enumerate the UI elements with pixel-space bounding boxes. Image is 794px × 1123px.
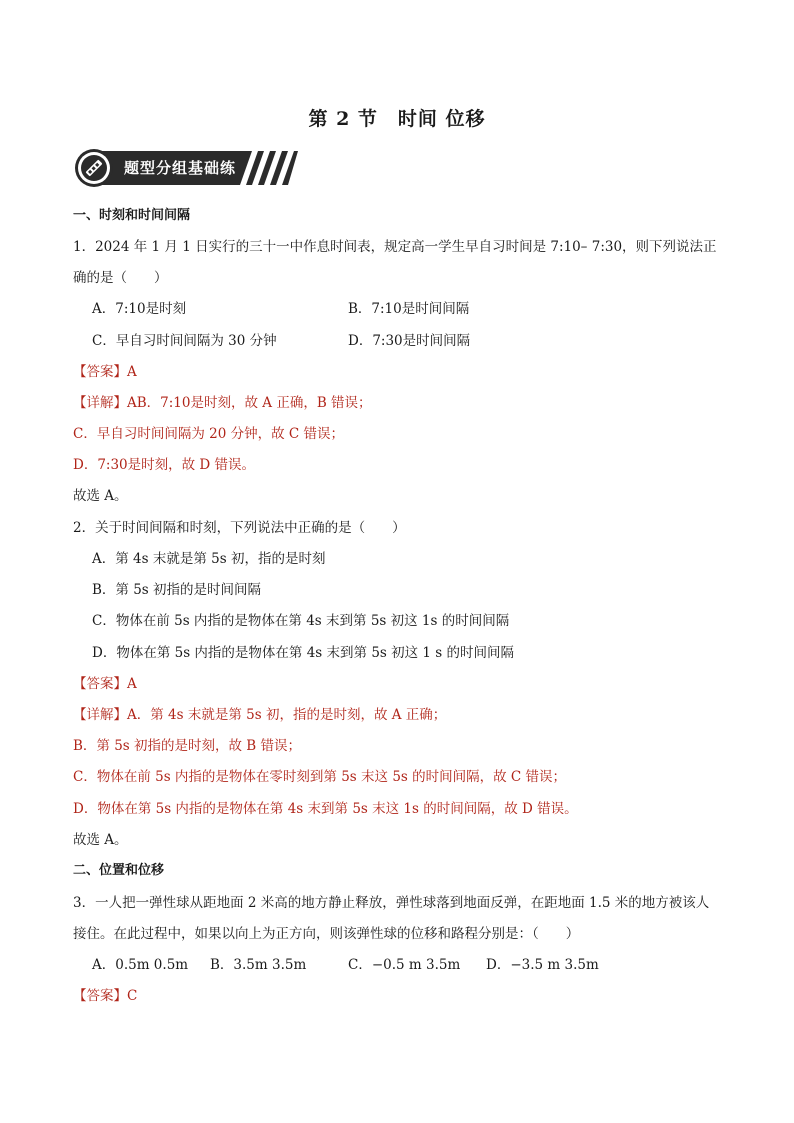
page-title: 第 2 节 时间 位移 bbox=[308, 108, 486, 130]
detail-text: A．第 4s 末就是第 5s 初，指的是时刻，故 A 正确； bbox=[127, 707, 447, 723]
detail-text: AB．7:10是时刻，故 A 正确，B 错误； bbox=[127, 395, 372, 411]
question-3-option-a: A．0.5m 0.5m bbox=[92, 957, 189, 973]
section-banner bbox=[74, 148, 298, 188]
question-1-answer bbox=[73, 363, 137, 381]
question-2-option-a: A．第 4s 末就是第 5s 初，指的是时刻 bbox=[92, 551, 326, 567]
question-3-line-2: 接住。在此过程中，如果以向上为正方向，则该弹性球的位移和路程分别是：（ ） bbox=[73, 926, 580, 942]
question-2-option-b: B．第 5s 初指的是时间间隔 bbox=[92, 582, 262, 598]
question-2-answer bbox=[73, 675, 137, 693]
answer-tag: 【答案】 bbox=[73, 988, 127, 1004]
section-heading-2: 二、位置和位移 bbox=[73, 863, 165, 878]
question-2-detail-4: D．物体在第 5s 内指的是物体在第 4s 末到第 5s 末这 1s 的时间间隔，故 D 错误。 bbox=[73, 801, 578, 817]
question-2-detail-3: C．物体在前 5s 内指的是物体在零时刻到第 5s 末这 5s 的时间间隔，故 C 错误； bbox=[73, 769, 567, 785]
question-3-option-b: B．3.5m 3.5m bbox=[210, 957, 307, 973]
answer-tag: 【答案】 bbox=[73, 676, 127, 692]
banner-label: 题型分组基础练 bbox=[124, 159, 237, 177]
question-2-line-1: 2．关于时间间隔和时刻，下列说法中正确的是（ ） bbox=[73, 520, 406, 536]
question-1-line-1: 1．2024 年 1 月 1 日实行的三十一中作息时间表，规定高一学生早自习时间是 7:10– 7:30，则下列说法正 bbox=[73, 239, 717, 255]
question-2-option-d: D．物体在第 5s 内指的是物体在第 4s 末到第 5s 初这 1 s 的时间间隔 bbox=[92, 645, 515, 661]
question-1-detail-3: D．7:30是时刻，故 D 错误。 bbox=[73, 457, 256, 473]
answer-value: A bbox=[127, 676, 137, 692]
detail-tag: 【详解】 bbox=[73, 395, 127, 411]
answer-tag: 【答案】 bbox=[73, 364, 127, 380]
question-2-conclusion: 故选 A。 bbox=[73, 832, 128, 848]
question-1-option-a: A．7:10是时刻 bbox=[92, 301, 187, 317]
question-2-detail-1 bbox=[73, 706, 446, 724]
question-3-line-1: 3．一人把一弹性球从距地面 2 米高的地方静止释放，弹性球落到地面反弹，在距地面 1.5 米的地方被该人 bbox=[73, 895, 710, 911]
question-1-conclusion: 故选 A。 bbox=[73, 488, 128, 504]
detail-tag: 【详解】 bbox=[73, 707, 127, 723]
question-3-answer bbox=[73, 987, 137, 1005]
question-3-option-d: D．−3.5 m 3.5m bbox=[486, 957, 599, 973]
question-1-option-b: B．7:10是时间间隔 bbox=[348, 301, 470, 317]
question-1-line-2: 确的是（ ） bbox=[73, 270, 168, 286]
section-heading-1: 一、时刻和时间间隔 bbox=[73, 208, 191, 223]
question-1-detail-1 bbox=[73, 394, 372, 412]
question-2-option-c: C．物体在前 5s 内指的是物体在第 4s 末到第 5s 初这 1s 的时间间隔 bbox=[92, 613, 510, 629]
question-1-option-d: D．7:30是时间间隔 bbox=[348, 333, 471, 349]
answer-value: A bbox=[127, 364, 137, 380]
question-1-detail-2: C．早自习时间间隔为 20 分钟，故 C 错误； bbox=[73, 426, 345, 442]
question-1-option-c: C．早自习时间间隔为 30 分钟 bbox=[92, 333, 277, 349]
question-3-option-c: C．−0.5 m 3.5m bbox=[348, 957, 461, 973]
question-2-detail-2: B．第 5s 初指的是时刻，故 B 错误； bbox=[73, 738, 302, 754]
answer-value: C bbox=[127, 988, 138, 1004]
